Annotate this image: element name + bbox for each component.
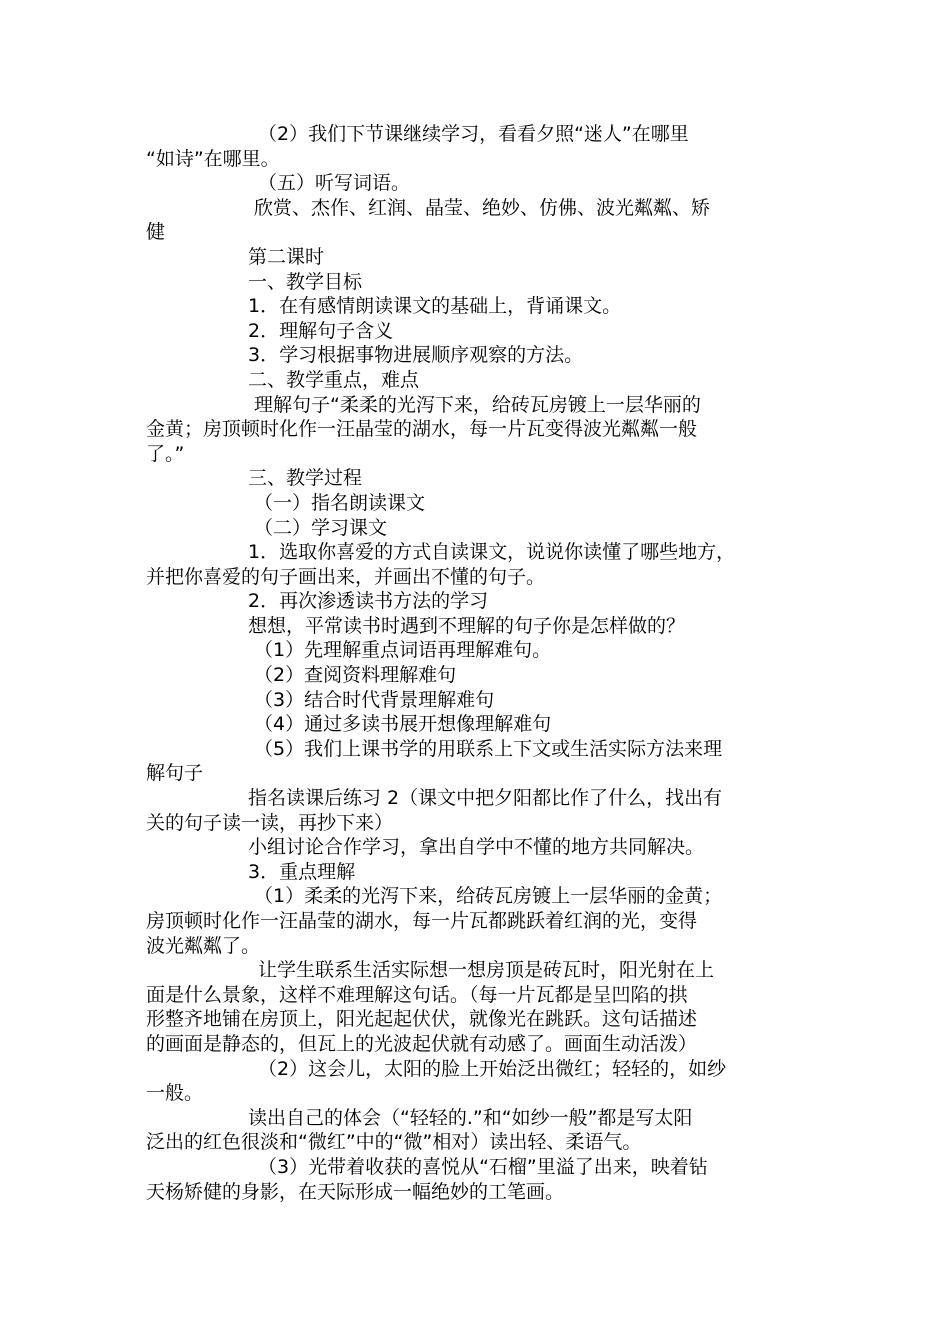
list-item: 1．选取你喜爱的方式自读课文，说说你读懂了哪些地方， bbox=[248, 541, 736, 564]
text-line: 小组讨论合作学习，拿出自学中不懂的地方共同解决。 bbox=[248, 836, 705, 859]
text-line: 的画面是静态的，但瓦上的光波起伏就有动感了。画面生动活泼） bbox=[146, 1032, 698, 1055]
section-heading: 一、教学目标 bbox=[248, 270, 363, 293]
text-line: 天杨矫健的身影，在天际形成一幅绝妙的工笔画。 bbox=[146, 1180, 565, 1203]
text-line: 形整齐地铺在房顶上，阳光起起伏伏，就像光在跳跃。这句话描述 bbox=[146, 1008, 698, 1031]
text-line: 关的句子读一读，再抄下来） bbox=[146, 811, 394, 834]
list-item: （3）光带着收获的喜悦从“石榴”里溢了出来，映着钻 bbox=[258, 1155, 708, 1178]
text-line: 面是什么景象，这样不难理解这句话。（每一片瓦都是呈凹陷的拱 bbox=[146, 983, 688, 1006]
section-heading: 二、教学重点，难点 bbox=[248, 368, 420, 391]
text-line: 解句子 bbox=[146, 762, 204, 785]
list-item: 2．理解句子含义 bbox=[248, 319, 394, 342]
text-line: 并把你喜爱的句子画出来，并画出不懂的句子。 bbox=[146, 565, 546, 588]
text-line: 理解句子“柔柔的光泻下来，给砖瓦房镀上一层华丽的 bbox=[254, 393, 701, 416]
list-item: 3．学习根据事物进展顺序观察的方法。 bbox=[248, 344, 584, 367]
list-item: 1．在有感情朗读课文的基础上，背诵课文。 bbox=[248, 295, 622, 318]
subsection-heading: （一）指名朗读课文 bbox=[254, 491, 426, 514]
text-line: 了。” bbox=[146, 442, 185, 465]
lesson-title: 第二课时 bbox=[248, 245, 325, 268]
text-line: 读出自己的体会（“轻轻的.”和“如纱一般”都是写太阳 bbox=[248, 1106, 693, 1129]
text-line: 让学生联系生活实际想一想房顶是砖瓦时，阳光射在上 bbox=[258, 959, 715, 982]
text-line: 房顶顿时化作一汪晶莹的湖水，每一片瓦都跳跃着红润的光，变得 bbox=[146, 910, 698, 932]
list-item: （1）柔柔的光泻下来，给砖瓦房镀上一层华丽的金黄； bbox=[254, 885, 723, 908]
list-item: （4）通过多读书展开想像理解难句 bbox=[254, 713, 552, 736]
text-line: 指名读课后练习 2（课文中把夕阳都比作了什么，找出有 bbox=[248, 787, 723, 810]
list-item: （2）这会儿，太阳的脸上开始泛出微红；轻轻的，如纱 bbox=[258, 1057, 727, 1080]
list-item: （3）结合时代背景理解难句 bbox=[254, 688, 495, 711]
section-heading: 三、教学过程 bbox=[248, 467, 363, 490]
text-line: （2）我们下节课继续学习，看看夕照“迷人”在哪里 bbox=[258, 123, 689, 145]
list-item: （2）查阅资料理解难句 bbox=[254, 664, 457, 687]
text-line: 金黄；房顶顿时化作一汪晶莹的湖水，每一片瓦变得波光粼粼一般 bbox=[146, 418, 698, 441]
text-line: 泛出的红色很淡和“微红”中的“微”相对）读出轻、柔语气。 bbox=[146, 1131, 642, 1154]
text-line: 一般。 bbox=[146, 1082, 204, 1105]
text-line: 欣赏、杰作、红润、晶莹、绝妙、仿佛、波光粼粼、矫 bbox=[254, 196, 711, 219]
list-item: 2．再次渗透读书方法的学习 bbox=[248, 590, 489, 613]
list-item: （5）我们上课书学的用联系上下文或生活实际方法来理 bbox=[254, 737, 723, 760]
list-item: 3．重点理解 bbox=[248, 860, 356, 883]
text-line: 波光粼粼了。 bbox=[146, 934, 261, 957]
text-line: 健 bbox=[146, 221, 166, 244]
section-heading: （五）听写词语。 bbox=[258, 172, 411, 195]
document-body bbox=[146, 122, 810, 1204]
subsection-heading: （二）学习课文 bbox=[254, 516, 388, 539]
text-line: 想想，平常读书时遇到不理解的句子你是怎样做的？ bbox=[248, 614, 686, 637]
text-line: “如诗”在哪里。 bbox=[146, 147, 280, 170]
list-item: （1）先理解重点词语再理解难句。 bbox=[254, 639, 552, 662]
